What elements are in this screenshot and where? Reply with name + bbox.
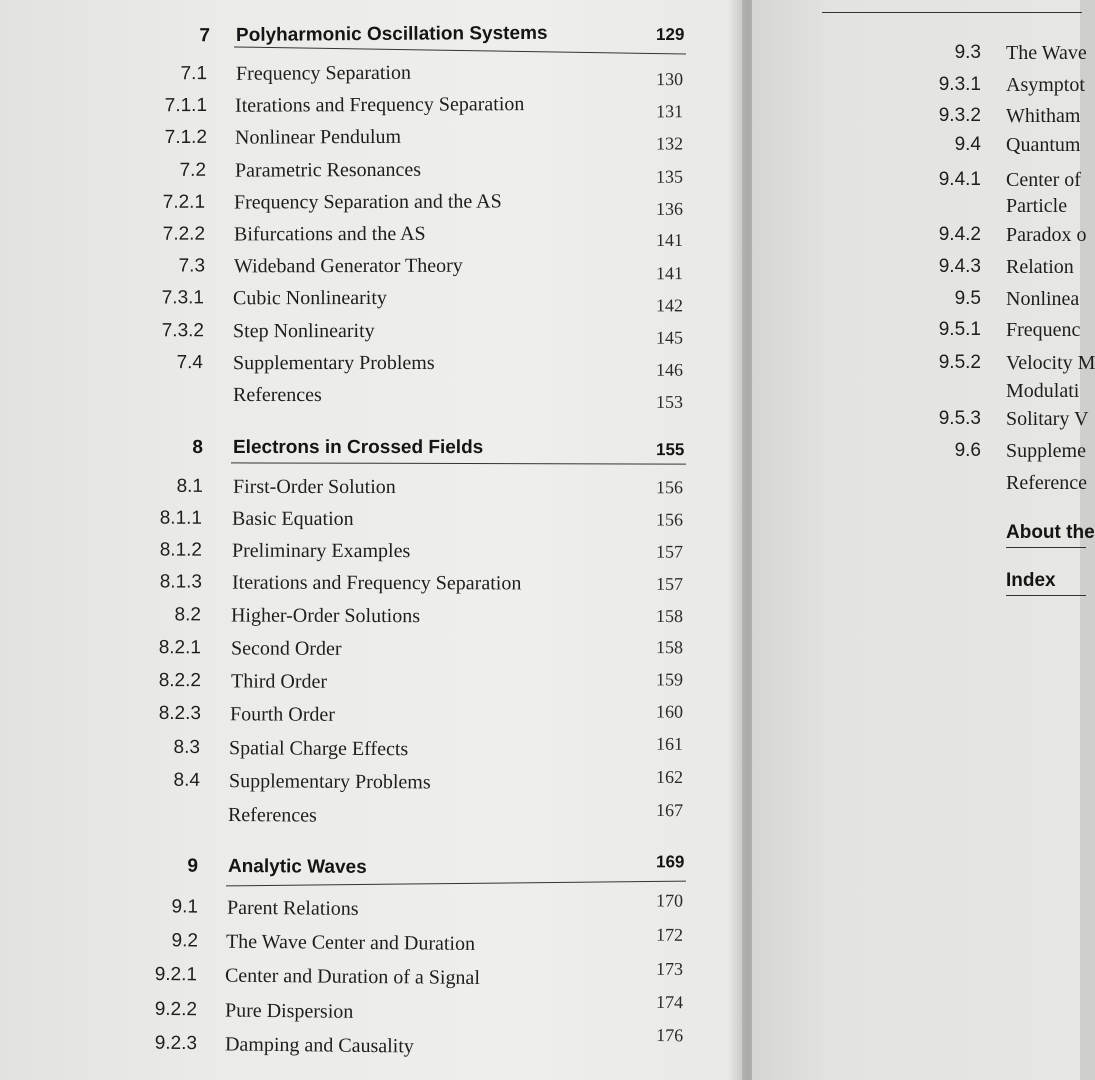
page-number: 155 — [655, 440, 685, 460]
section-title: Center and Duration of a Signal — [224, 964, 481, 990]
section-number: 7.3.1 — [161, 287, 205, 309]
page-number: 158 — [655, 605, 684, 627]
toc-entry — [0, 956, 742, 997]
section-number: 8.2.2 — [158, 670, 202, 692]
toc-entry — [752, 434, 1086, 468]
section-title: References — [227, 803, 317, 827]
page-number: 170 — [655, 890, 684, 911]
section-title-line2: Particle — [1006, 195, 1068, 217]
page-number: 141 — [655, 229, 684, 251]
section-number: 9.5 — [954, 288, 981, 309]
section-title: About the — [1006, 522, 1095, 543]
section-number: 8 — [192, 436, 204, 458]
section-number: 8.2.1 — [158, 637, 202, 659]
section-number: 9.2 — [171, 930, 199, 952]
section-number: 8.1.1 — [159, 507, 203, 529]
section-number: 9.2.3 — [154, 1032, 198, 1055]
section-number: 9.5.2 — [938, 352, 981, 373]
section-title: Supplementary Problems — [228, 770, 431, 794]
toc-entry — [752, 282, 1080, 316]
toc-entry — [0, 565, 742, 601]
section-number: 9.3 — [954, 42, 981, 63]
section-title: Frequency Separation and the AS — [233, 190, 502, 214]
section-number: 7.1.2 — [164, 126, 208, 149]
page-number: 130 — [655, 69, 684, 90]
page-number: 173 — [655, 958, 684, 979]
section-title: Electrons in Crossed Fields — [232, 436, 484, 459]
section-number: 9.4.1 — [938, 169, 981, 190]
section-title: First-Order Solution — [232, 475, 396, 499]
chapter-rule — [1006, 547, 1086, 548]
toc-entry — [0, 1025, 742, 1067]
toc-entry — [0, 631, 742, 668]
page-number: 158 — [655, 637, 684, 658]
section-number: 9.3.2 — [938, 105, 981, 126]
page-number: 136 — [655, 198, 684, 219]
toc-entry — [752, 218, 1087, 252]
page-number: 176 — [656, 1025, 684, 1046]
toc-entry — [0, 346, 742, 381]
section-number: 9.5.3 — [938, 408, 981, 429]
section-title: Supplementary Problems — [232, 351, 435, 375]
section-title: The Wave Center and Duration — [225, 930, 476, 955]
page-number: 146 — [655, 359, 684, 380]
section-number: 7.3 — [178, 255, 206, 277]
toc-entry — [752, 466, 1088, 500]
section-number: 9.2.1 — [154, 963, 198, 986]
toc-entry — [752, 313, 1080, 347]
section-title: Fourth Order — [229, 703, 336, 726]
page-number: 174 — [656, 991, 684, 1013]
page-number: 161 — [655, 733, 684, 754]
section-title: Damping and Causality — [224, 1033, 414, 1058]
section-number: 7.2.1 — [162, 191, 206, 213]
toc-entry — [0, 378, 742, 412]
page-number: 169 — [655, 852, 685, 872]
section-title: Velocity M — [1006, 352, 1095, 374]
section-number: 9.3.1 — [938, 74, 981, 95]
toc-entry — [752, 128, 1080, 162]
section-title: Frequenc — [1006, 319, 1081, 341]
section-number: 7 — [199, 25, 211, 47]
page-number: 129 — [655, 24, 685, 45]
section-title: Whitham — [1006, 105, 1081, 127]
section-title: Polyharmonic Oscillation Systems — [235, 22, 548, 46]
section-title: Frequency Separation — [235, 61, 412, 85]
section-title: Suppleme — [1006, 440, 1086, 462]
toc-entry — [0, 663, 742, 700]
section-number: 7.2 — [179, 159, 207, 181]
page-number: 156 — [655, 509, 684, 530]
toc-entry — [0, 118, 742, 156]
page-number: 172 — [655, 924, 684, 945]
section-title: Pure Dispersion — [224, 999, 354, 1023]
toc-entry — [0, 184, 742, 221]
section-title: Asymptot — [1006, 74, 1085, 96]
section-number: 9.4.3 — [938, 256, 981, 277]
section-title: Iterations and Frequency Separation — [234, 93, 525, 117]
page-number: 157 — [655, 541, 684, 562]
top-rule — [822, 12, 1082, 13]
section-title: Basic Equation — [231, 507, 354, 530]
section-number: 8.2.3 — [158, 702, 202, 725]
section-title: References — [232, 384, 322, 407]
toc-entry — [0, 280, 742, 316]
section-title: Paradox o — [1006, 224, 1087, 246]
section-title: Center of — [1006, 169, 1081, 191]
section-number: 9.4.2 — [938, 224, 981, 245]
section-number: 7.4 — [176, 352, 204, 374]
section-number: 7.1 — [180, 63, 208, 85]
section-title: Higher-Order Solutions — [230, 604, 421, 628]
section-title: Preliminary Examples — [231, 539, 411, 563]
section-number: 8.1 — [176, 475, 204, 497]
section-number: 9.5.1 — [938, 319, 981, 340]
section-title: The Wave — [1006, 42, 1087, 64]
section-title-line2: Modulati — [1006, 380, 1080, 402]
page-number: 141 — [655, 263, 684, 284]
section-number: 7.3.2 — [161, 320, 205, 342]
section-title: Wideband Generator Theory — [233, 254, 463, 278]
section-title: Spatial Charge Effects — [228, 737, 409, 761]
chapter-heading — [0, 431, 742, 465]
section-number: 8.1.3 — [159, 571, 203, 593]
section-number: 8.3 — [173, 736, 201, 758]
toc-entry — [752, 36, 1087, 70]
section-number: 9.2.2 — [154, 998, 198, 1021]
toc-entry — [0, 696, 742, 734]
section-title: Second Order — [230, 637, 342, 660]
section-title: Cubic Nonlinearity — [232, 286, 387, 310]
toc-entry — [0, 470, 742, 505]
section-title: Solitary V — [1006, 408, 1089, 430]
toc-entry — [0, 501, 742, 536]
section-number: 8.2 — [174, 604, 202, 626]
toc-entry — [0, 598, 742, 635]
page-number: 156 — [655, 477, 684, 498]
section-title: Quantum — [1006, 134, 1081, 156]
page-number: 159 — [655, 669, 684, 690]
chapter-rule — [1006, 595, 1086, 596]
toc-entry — [752, 402, 1089, 436]
toc-entry — [0, 248, 742, 284]
section-number: 9.4 — [954, 134, 981, 155]
section-title: Analytic Waves — [227, 855, 367, 878]
section-title: Parent Relations — [226, 896, 359, 920]
chapter-heading — [752, 564, 1080, 598]
toc-entry — [0, 763, 742, 802]
chapter-heading — [752, 516, 1095, 550]
section-title: Step Nonlinearity — [232, 319, 375, 343]
section-title: Third Order — [230, 670, 328, 693]
section-title: Iterations and Frequency Separation — [231, 571, 522, 595]
section-number: 9.1 — [171, 896, 199, 918]
page-number: 157 — [655, 573, 684, 594]
toc-entry — [0, 533, 742, 569]
right-page — [752, 0, 1095, 1080]
toc-entry — [752, 68, 1085, 102]
toc-entry — [0, 796, 742, 835]
section-title: Nonlinear Pendulum — [234, 125, 402, 149]
section-title: Parametric Resonances — [234, 158, 422, 182]
page-number: 132 — [655, 133, 684, 154]
section-title: Nonlinea — [1006, 288, 1080, 310]
toc-entry — [0, 313, 742, 348]
section-title: Relation — [1006, 256, 1074, 278]
section-number: 9 — [187, 855, 199, 877]
section-number: 8.1.2 — [159, 539, 203, 561]
page-number: 142 — [655, 295, 684, 316]
section-number: 8.4 — [173, 769, 201, 791]
page-number: 167 — [655, 800, 684, 821]
section-number: 9.6 — [954, 440, 981, 461]
toc-entry — [752, 250, 1080, 284]
section-title: Bifurcations and the AS — [233, 222, 426, 246]
section-number: 7.1.1 — [164, 94, 208, 117]
page-number: 162 — [655, 766, 684, 788]
toc-entry — [0, 216, 742, 252]
page-number: 153 — [655, 391, 684, 412]
section-title: Reference — [1006, 472, 1088, 494]
page-number: 135 — [655, 166, 684, 187]
page-number: 145 — [655, 327, 684, 348]
section-number: 7.2.2 — [162, 223, 206, 245]
page-number: 160 — [655, 701, 684, 722]
page-number: 131 — [655, 101, 684, 122]
section-title: Index — [1006, 570, 1056, 591]
